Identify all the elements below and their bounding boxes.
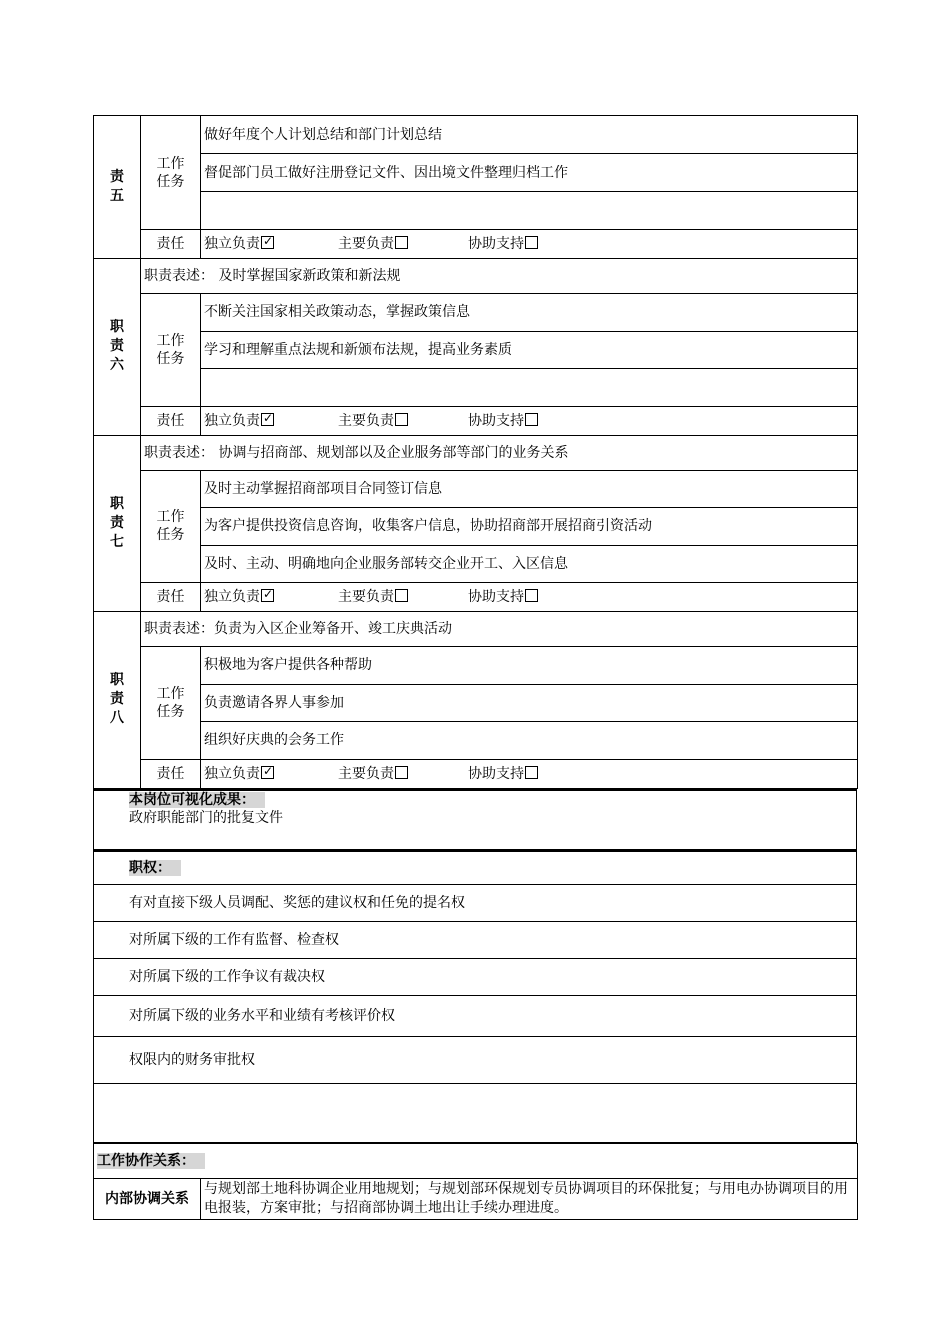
option-label: 独立负责: [204, 236, 260, 252]
task-row: [94, 545, 858, 583]
task-row: [94, 647, 858, 685]
option-label: 主要负责: [338, 589, 394, 605]
duty-label: 职 责 六: [94, 259, 141, 436]
duty-description: 职责表述：负责为入区企业筹备开、竣工庆典活动: [141, 612, 858, 647]
task-text: 督促部门员工做好注册登记文件、因出境文件整理归档工作: [201, 154, 858, 192]
internal-collaboration-row: [94, 1178, 858, 1219]
responsibility-option-assist[interactable]: [468, 413, 538, 429]
task-text: 做好年度个人计划总结和部门计划总结: [201, 116, 858, 154]
checked-box-icon[interactable]: [261, 766, 274, 779]
option-label: 协助支持: [468, 589, 524, 605]
option-label: 主要负责: [338, 765, 394, 782]
responsibility-option-main[interactable]: [338, 766, 408, 782]
duty-desc-row: [94, 259, 858, 294]
authority-item-row: [94, 995, 857, 1036]
option-label: 独立负责: [204, 765, 260, 782]
checked-box-icon[interactable]: [261, 413, 274, 426]
checkbox-icon[interactable]: [395, 589, 408, 602]
duty-description: 职责表述： 及时掌握国家新政策和新法规: [141, 259, 858, 294]
task-row: [94, 331, 858, 369]
responsibility-label: 责任: [141, 406, 201, 435]
checked-box-icon[interactable]: [261, 589, 274, 602]
task-row: [94, 294, 858, 332]
duty-label: 职 责 七: [94, 435, 141, 612]
option-label: 独立负责: [204, 412, 260, 429]
task-row: [94, 154, 858, 192]
duty-desc-row: [94, 612, 858, 647]
task-row: [94, 192, 858, 230]
task-label: 工作 任务: [141, 647, 201, 760]
checkbox-icon[interactable]: [525, 413, 538, 426]
internal-collaboration-text: 与规划部土地科协调企业用地规划；与规划部环保规划专员协调项目的环保批复；与用电办协调项目的用电报装，方案审批；与招商部协调土地出让手续办理进度。: [201, 1178, 858, 1219]
task-text: 负责邀请各界人事参加: [201, 684, 858, 722]
internal-collaboration-label: 内部协调关系: [94, 1178, 201, 1219]
responsibility-row: [94, 759, 858, 788]
duty-desc-row: [94, 435, 858, 470]
task-row: [94, 684, 858, 722]
task-label: 工作 任务: [141, 116, 201, 230]
task-row: [94, 116, 858, 154]
outcome-title: 本岗位可视化成果：: [129, 792, 265, 808]
responsibility-option-independent[interactable]: [204, 413, 274, 429]
authority-table: [93, 850, 857, 1143]
authority-item-row: [94, 884, 857, 921]
responsibility-options: [201, 583, 858, 612]
collaboration-title: 工作协作关系：: [97, 1153, 205, 1169]
responsibility-options: [201, 759, 858, 788]
task-row: [94, 369, 858, 407]
checkbox-icon[interactable]: [525, 236, 538, 249]
task-text: [201, 192, 858, 230]
authority-item: 有对直接下级人员调配、奖惩的建议权和任免的提名权: [94, 884, 857, 921]
checkbox-icon[interactable]: [525, 589, 538, 602]
responsibility-options: [201, 230, 858, 259]
responsibility-option-main[interactable]: [338, 589, 408, 605]
task-text: 及时主动掌握招商部项目合同签订信息: [201, 470, 858, 508]
authority-title-row: [94, 851, 857, 885]
responsibility-row: [94, 583, 858, 612]
responsibility-options: [201, 406, 858, 435]
task-text: 组织好庆典的会务工作: [201, 722, 858, 760]
duty-description: 职责表述： 协调与招商部、规划部以及企业服务部等部门的业务关系: [141, 435, 858, 470]
responsibility-label: 责任: [141, 583, 201, 612]
duty-label: 职 责 八: [94, 612, 141, 789]
checkbox-icon[interactable]: [395, 766, 408, 779]
responsibility-label: 责任: [141, 230, 201, 259]
task-row: [94, 508, 858, 546]
authority-item: 对所属下级的工作有监督、检查权: [94, 921, 857, 958]
checkbox-icon[interactable]: [395, 413, 408, 426]
responsibility-row: [94, 230, 858, 259]
option-label: 协助支持: [468, 765, 524, 782]
task-row: [94, 470, 858, 508]
task-text: 为客户提供投资信息咨询，收集客户信息，协助招商部开展招商引资活动: [201, 508, 858, 546]
task-label: 工作 任务: [141, 470, 201, 583]
responsibility-option-assist[interactable]: [468, 236, 538, 252]
authority-item-row: [94, 1083, 857, 1142]
responsibility-label: 责任: [141, 759, 201, 788]
task-label: 工作 任务: [141, 294, 201, 407]
responsibility-option-independent[interactable]: [204, 766, 274, 782]
authority-item: 对所属下级的业务水平和业绩有考核评价权: [94, 995, 857, 1036]
task-row: [94, 722, 858, 760]
collaboration-title-row: [94, 1143, 858, 1178]
authority-item: [94, 1083, 857, 1142]
option-label: 协助支持: [468, 236, 524, 252]
option-label: 协助支持: [468, 412, 524, 429]
task-text: 及时、主动、明确地向企业服务部转交企业开工、入区信息: [201, 545, 858, 583]
authority-item-row: [94, 1036, 857, 1083]
task-text: 积极地为客户提供各种帮助: [201, 647, 858, 685]
checked-box-icon[interactable]: [261, 236, 274, 249]
outcome-text: 政府职能部门的批复文件: [129, 809, 283, 826]
authority-item: 对所属下级的工作争议有裁决权: [94, 958, 857, 995]
responsibility-option-independent[interactable]: [204, 236, 274, 252]
checkbox-icon[interactable]: [525, 766, 538, 779]
authority-item-row: [94, 921, 857, 958]
outcome-table: [93, 789, 857, 850]
responsibility-option-independent[interactable]: [204, 589, 274, 605]
duty-label: 责 五: [94, 116, 141, 259]
responsibility-row: [94, 406, 858, 435]
task-text: 不断关注国家相关政策动态，掌握政策信息: [201, 294, 858, 332]
collaboration-table: [93, 1143, 858, 1220]
responsibility-option-main[interactable]: [338, 413, 408, 429]
responsibility-option-assist[interactable]: [468, 766, 538, 782]
responsibility-option-assist[interactable]: [468, 589, 538, 605]
authority-item-row: [94, 958, 857, 995]
duties-table: [93, 115, 858, 789]
option-label: 独立负责: [204, 589, 260, 605]
responsibility-option-main[interactable]: [338, 236, 408, 252]
authority-item: 权限内的财务审批权: [94, 1036, 857, 1083]
task-text: 学习和理解重点法规和新颁布法规，提高业务素质: [201, 331, 858, 369]
outcome-section: [94, 790, 857, 850]
job-description-form: [93, 115, 857, 1220]
checkbox-icon[interactable]: [395, 236, 408, 249]
option-label: 主要负责: [338, 412, 394, 429]
option-label: 主要负责: [338, 236, 394, 252]
authority-title: 职权：: [129, 860, 181, 876]
task-text: [201, 369, 858, 407]
